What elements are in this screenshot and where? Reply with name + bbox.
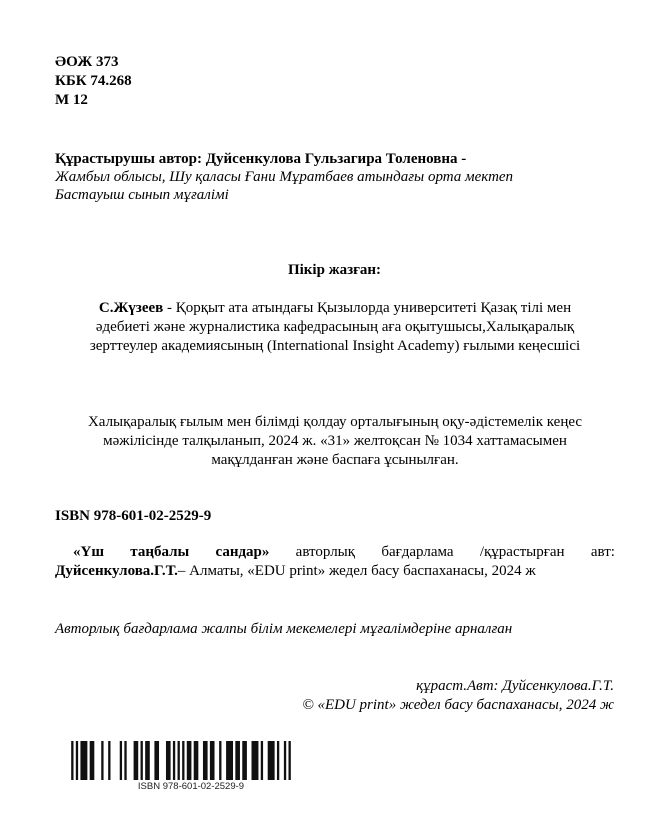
description-word: /құрастырған	[479, 544, 565, 560]
barcode-bar	[194, 741, 199, 780]
barcode-bar	[108, 741, 110, 780]
reviewer-affiliation: - Қорқыт ата атындағы Қызылорда университеті Қазақ тілі мен	[163, 300, 572, 316]
approval-line-3: мақұлданған және баспаға ұсынылған.	[211, 452, 459, 468]
barcode-bar	[120, 741, 122, 780]
barcode-bar	[145, 741, 150, 780]
purpose-statement: Авторлық бағдарлама жалпы білім мекемелері мұғалімдеріне арналған	[55, 621, 513, 637]
description-author: Дуйсенкулова.Г.Т.	[55, 563, 178, 579]
imprint-copyright: © «EDU print» жедел басу баспаханасы, 2024 ж	[302, 697, 614, 713]
classification-block	[55, 53, 132, 110]
barcode-bar	[134, 741, 139, 780]
bibliographic-description	[55, 543, 615, 581]
barcode-bar	[187, 741, 192, 780]
description-word: сандар»	[215, 544, 270, 560]
reviewer-line-1	[55, 299, 615, 318]
barcode-bar	[284, 741, 286, 780]
review-heading: Пікір жазған:	[287, 262, 382, 278]
reviewer-name: С.Жүзеев	[98, 300, 164, 316]
barcode-bars	[55, 741, 307, 780]
approval-line-2: мәжілісінде талқыланып, 2024 ж. «31» желтоқсан № 1034 хаттамасымен	[103, 433, 567, 449]
barcode-bar	[261, 741, 263, 780]
lbc-code: КБК 74.268	[55, 73, 132, 89]
description-word: «Үш	[73, 544, 104, 560]
barcode-bar	[76, 741, 78, 780]
barcode-bar	[154, 741, 159, 780]
barcode-bar	[235, 741, 240, 780]
barcode-bar	[80, 741, 87, 780]
approval-line-1: Халықаралық ғылым мен білімді қолдау орталығының оқу-әдістемелік кеңес	[87, 414, 583, 430]
description-word: авторлық	[295, 544, 356, 560]
reviewer-block	[55, 299, 615, 356]
barcode-bar	[182, 741, 184, 780]
compiler-block	[55, 150, 513, 204]
description-word: бағдарлама	[381, 544, 454, 560]
description-line-2	[55, 562, 615, 581]
barcode-bar	[90, 741, 95, 780]
isbn-barcode	[55, 741, 307, 792]
barcode-bar	[203, 741, 208, 780]
imprint-block	[302, 677, 614, 715]
description-publisher: – Алматы, «EDU print» жедел басу баспаханасы, 2024 ж	[177, 563, 536, 579]
barcode-bar	[289, 741, 291, 780]
barcode-bar	[173, 741, 175, 780]
description-word: авт:	[590, 544, 615, 560]
barcode-bar	[71, 741, 73, 780]
isbn-number: ISBN 978-601-02-2529-9	[55, 508, 212, 524]
barcode-bar	[101, 741, 103, 780]
barcode-bar	[210, 741, 215, 780]
barcode-bar	[178, 741, 180, 780]
barcode-bar	[268, 741, 275, 780]
compiler-location: Жамбыл облысы, Шу қаласы Ғани Мұратбаев атындағы орта мектеп	[55, 169, 514, 185]
udc-code: ӘОЖ 373	[55, 54, 119, 70]
reviewer-line-3: зерттеулер академиясының (International Insight Academy) ғылыми кеңесшісі	[89, 338, 581, 354]
reviewer-line-2: әдебиеті және журналистика кафедрасының аға оқытушысы,Халықаралық	[95, 319, 575, 335]
description-word: таңбалы	[130, 544, 190, 560]
compiler-name: Құрастырушы автор: Дуйсенкулова Гульзагира Толеновна -	[55, 151, 467, 167]
barcode-bar	[226, 741, 233, 780]
barcode-bar	[141, 741, 143, 780]
barcode-bar	[219, 741, 221, 780]
barcode-bar	[124, 741, 126, 780]
author-mark: М 12	[55, 92, 88, 108]
approval-block	[55, 413, 615, 470]
barcode-bar	[166, 741, 171, 780]
barcode-bar	[242, 741, 247, 780]
compiler-position: Бастауыш сынып мұғалімі	[55, 187, 229, 203]
barcode-bar	[277, 741, 279, 780]
imprint-compiler: құраст.Авт: Дуйсенкулова.Г.Т.	[416, 678, 614, 694]
barcode-bar	[252, 741, 259, 780]
barcode-caption: ISBN 978-601-02-2529-9	[137, 781, 245, 792]
description-line-1	[55, 543, 615, 562]
